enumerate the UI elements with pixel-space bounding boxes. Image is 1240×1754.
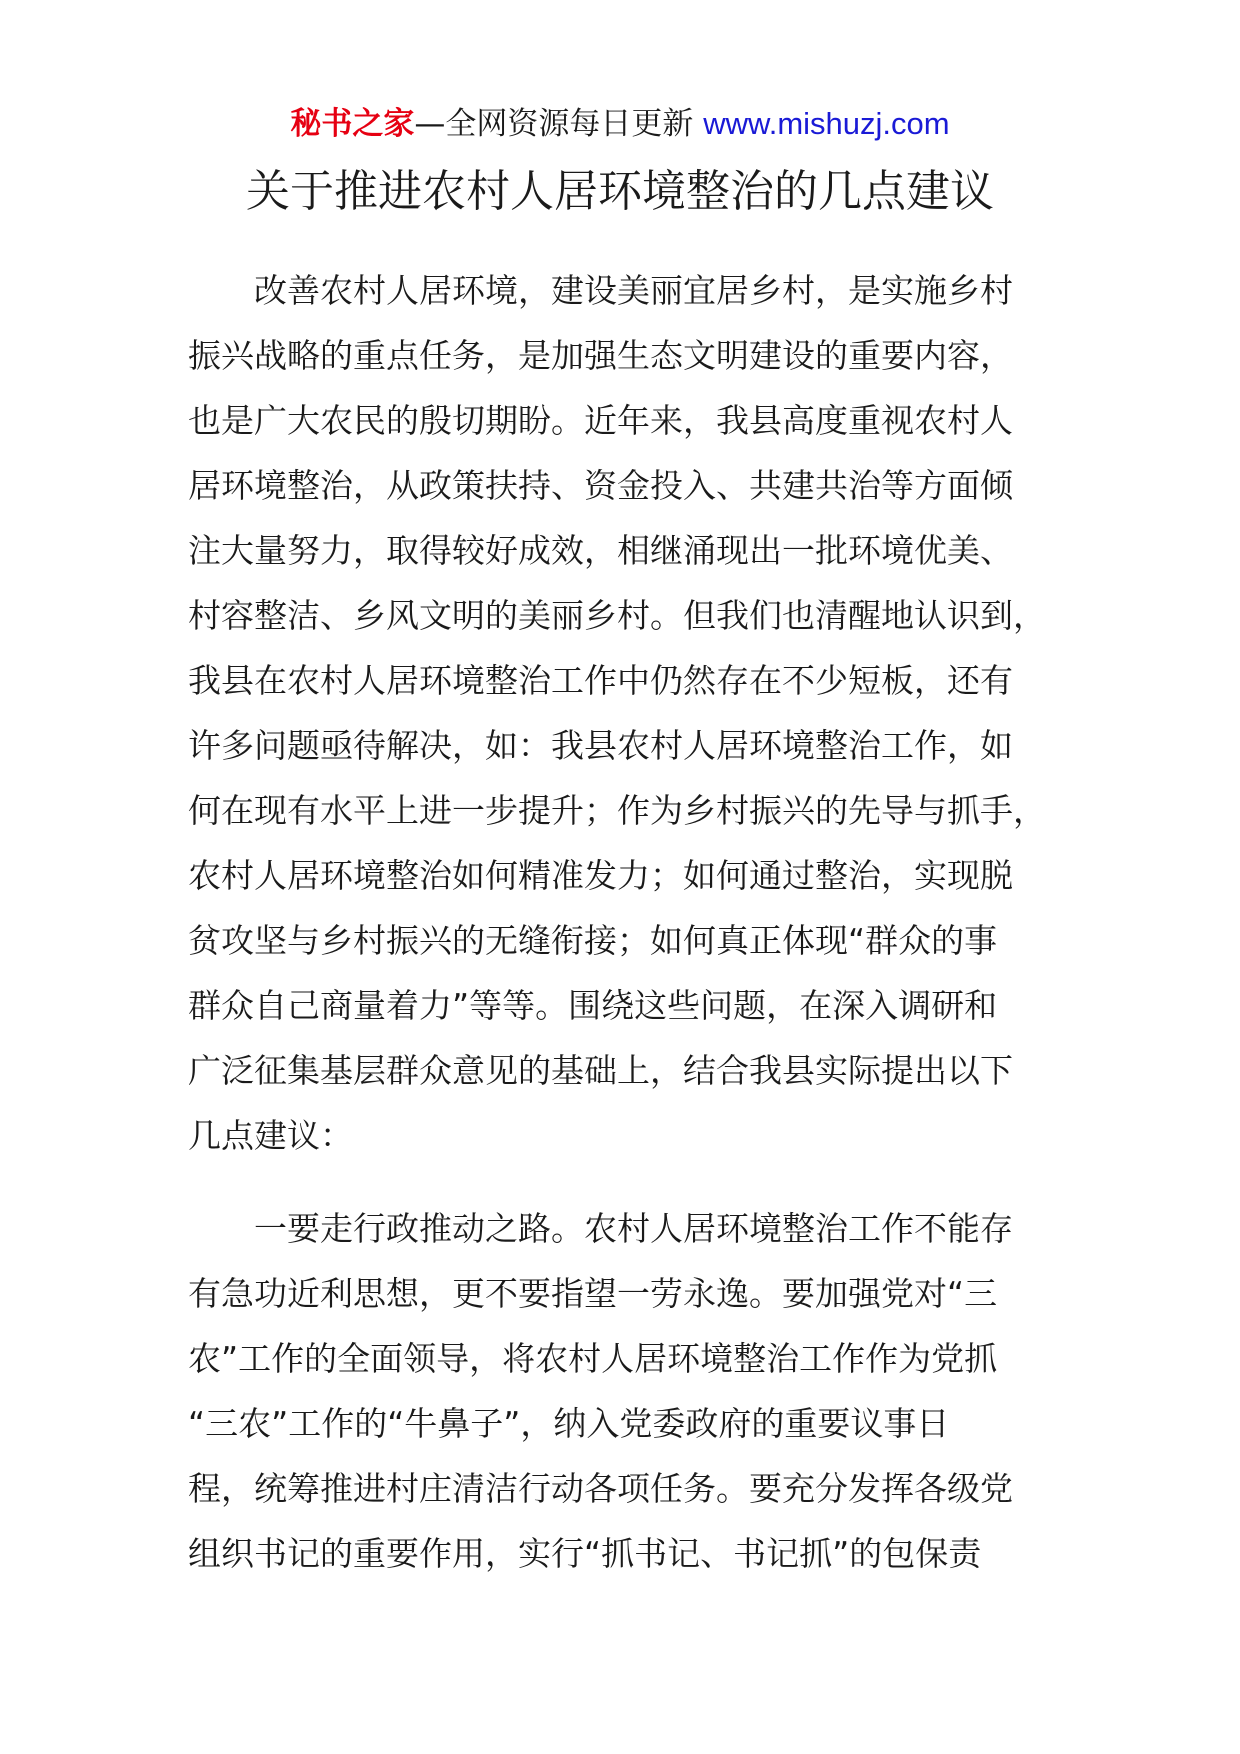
paragraph-line: 也是广大农民的殷切期盼。近年来，我县高度重视农村人 [188,401,1013,440]
site-url-link[interactable]: www.mishuzj.com [703,106,950,141]
brand-name: 秘书之家 [290,106,415,142]
paragraph-line: 几点建议： [188,1116,353,1155]
document-title: 关于推进农村人居环境整治的几点建议 [246,166,994,217]
paragraph-line: 农”工作的全面领导，将农村人居环境整治工作作为党抓 [188,1339,998,1378]
paragraph-line: 一要走行政推动之路。农村人居环境整治工作不能存 [254,1209,1013,1248]
paragraph-suggestion-one [188,1196,1038,1586]
site-tagline: —全网资源每日更新 [414,106,694,142]
paragraph-line: 广泛征集基层群众意见的基础上，结合我县实际提出以下 [188,1051,1013,1090]
paragraph-line: 许多问题亟待解决，如：我县农村人居环境整治工作，如 [188,726,1013,765]
paragraph-line: 组织书记的重要作用，实行“抓书记、书记抓”的包保责 [188,1534,982,1573]
paragraph-line: 村容整洁、乡风文明的美丽乡村。但我们也清醒地认识到， [188,596,1046,635]
document-body [188,258,1046,1614]
paragraph-line: 有急功近利思想，更不要指望一劳永逸。要加强党对“三 [188,1274,998,1313]
paragraph-line: 我县在农村人居环境整治工作中仍然存在不少短板，还有 [188,661,1013,700]
paragraph-line: 农村人居环境整治如何精准发力；如何通过整治，实现脱 [188,856,1013,895]
paragraph-line: 群众自己商量着力”等等。围绕这些问题，在深入调研和 [188,986,998,1025]
paragraph-line: 振兴战略的重点任务，是加强生态文明建设的重要内容， [188,336,1013,375]
paragraph-line: 居环境整治，从政策扶持、资金投入、共建共治等方面倾 [188,466,1013,505]
paragraph-line: 改善农村人居环境，建设美丽宜居乡村，是实施乡村 [254,271,1013,310]
paragraph-line: 贫攻坚与乡村振兴的无缝衔接；如何真正体现“群众的事 [188,921,998,960]
paragraph-line: “三农”工作的“牛鼻子”，纳入党委政府的重要议事日 [188,1404,950,1443]
paragraph-line: 注大量努力，取得较好成效，相继涌现出一批环境优美、 [188,531,1013,570]
paragraph-line: 何在现有水平上进一步提升；作为乡村振兴的先导与抓手， [188,791,1046,830]
paragraph-intro [188,258,1046,1168]
site-header [0,100,1240,148]
paragraph-line: 程，统筹推进村庄清洁行动各项任务。要充分发挥各级党 [188,1469,1013,1508]
